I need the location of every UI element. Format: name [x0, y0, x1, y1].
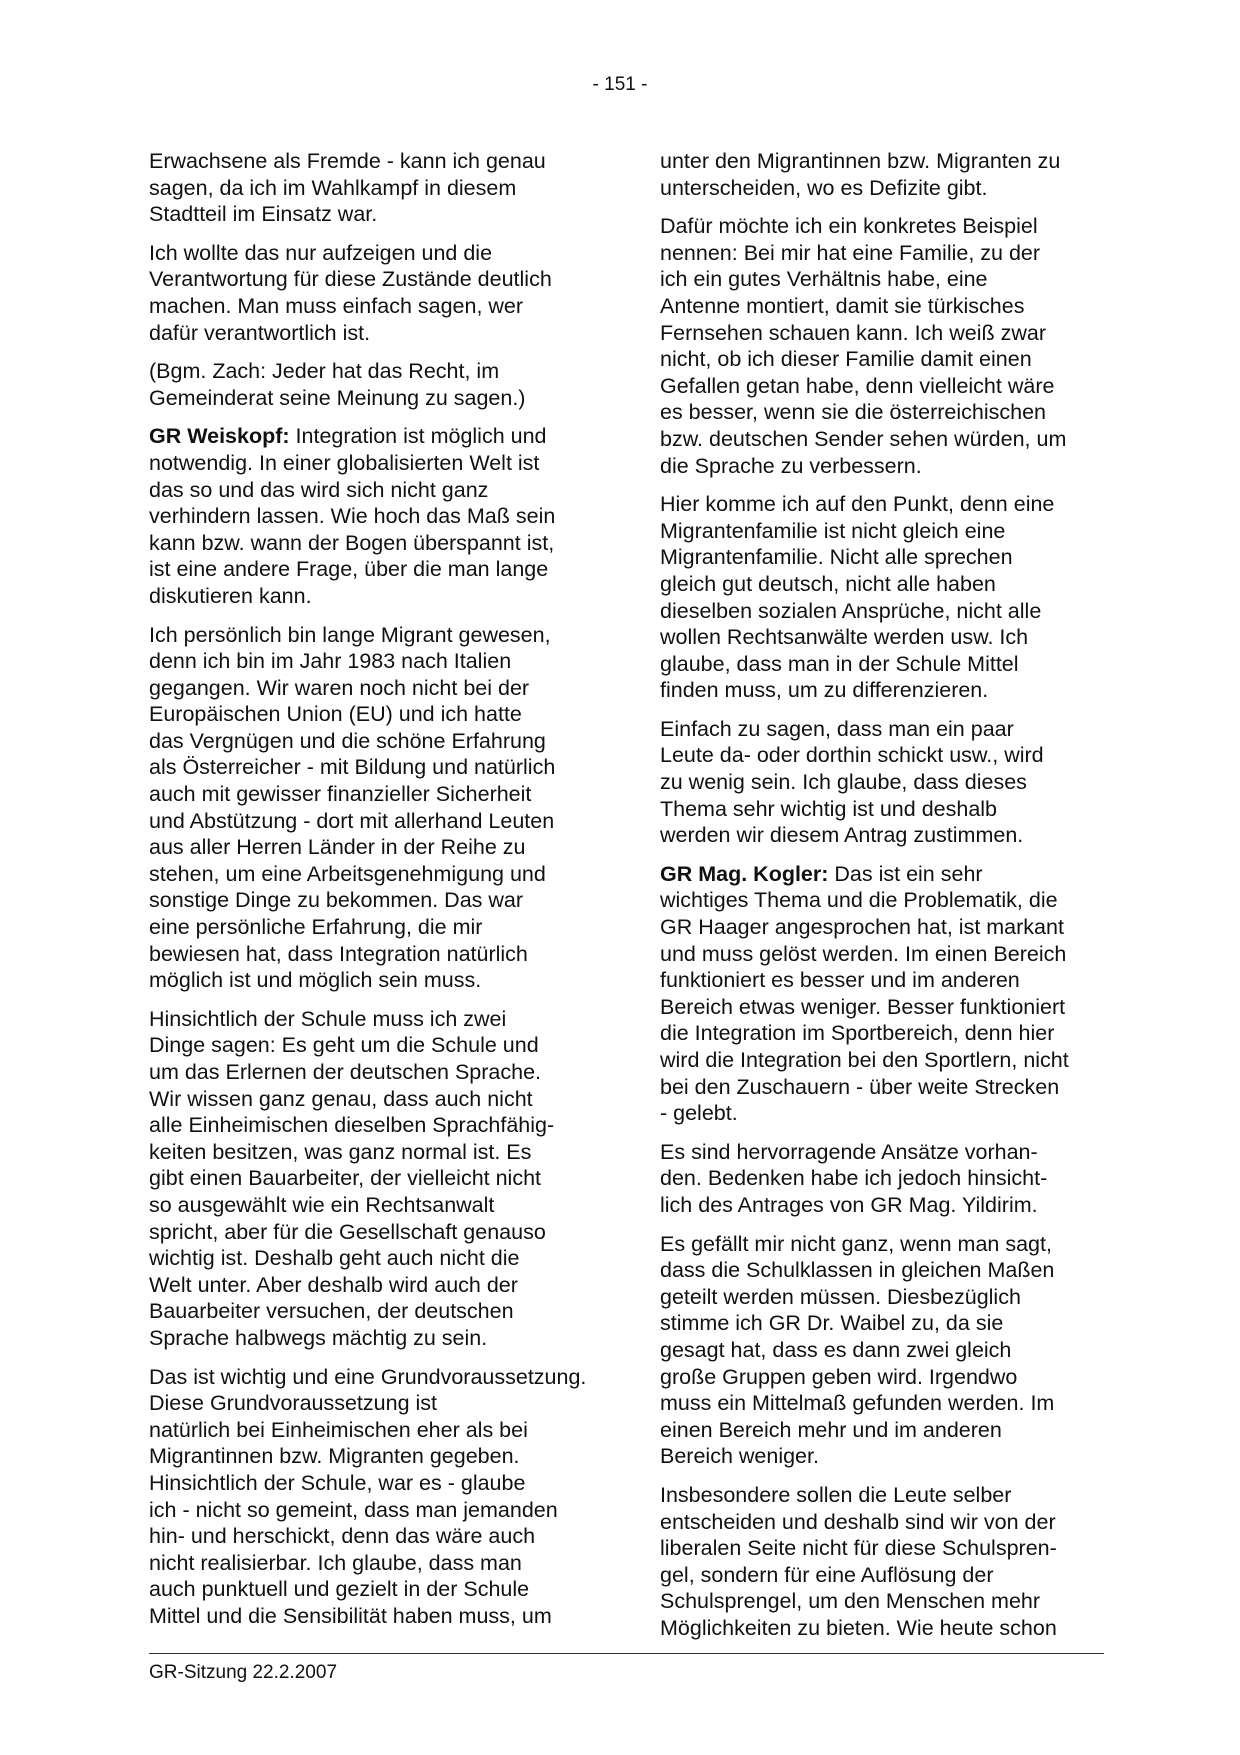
footer-text: GR-Sitzung 22.2.2007: [149, 1662, 338, 1683]
paragraph: Hier komme ich auf den Punkt, denn eine Migrantenfamilie ist nicht gleich eine Migrantenfamilie. Nicht alle sprechen gleich gut deutsch, nicht alle haben dieselben sozialen Ansprüche, nicht alle wollen Rechtsanwälte werden usw. Ich glaube, dass man in der Schule Mittel finden muss, um zu differenzieren.: [660, 492, 1055, 703]
page-number: - 151 -: [592, 74, 648, 95]
paragraph: unter den Migrantinnen bzw. Migranten zu unterscheiden, wo es Defizite gibt.: [660, 149, 1061, 200]
paragraph: Ich persönlich bin lange Migrant gewesen, denn ich bin im Jahr 1983 nach Italien gegangen. Wir waren noch nicht bei der Europäischen Union (EU) und ich hatte das Vergnügen und die schöne Erfahrung als Österreicher - mit Bildung und natürlich auch mit gewisser finanzieller Sicherheit und Abstützung - dort mit allerhand Leuten aus aller Herren Länder in der Reihe zu stehen, um eine Arbeitsgenehmigung und sonstige Dinge zu bekommen. Das war eine persönliche Erfahrung, die mir bewiesen hat, dass Integration natürlich möglich ist und möglich sein muss.: [149, 622, 556, 993]
paragraph: Einfach zu sagen, dass man ein paar Leute da- oder dorthin schickt usw., wird zu wenig sein. Ich glaube, dass dieses Thema sehr wichtig ist und deshalb werden wir diesem Antrag zustimmen.: [660, 716, 1044, 848]
paragraph: Es sind hervorragende Ansätze vorhan- den. Bedenken habe ich jedoch hinsicht- lich des Antrages von GR Mag. Yildirim.: [660, 1139, 1048, 1217]
paragraph: Ich wollte das nur aufzeigen und die Verantwortung für diese Zustände deutlich machen. Man muss einfach sagen, wer dafür verantwortlich ist.: [149, 240, 552, 345]
paragraph: Es gefällt mir nicht ganz, wenn man sagt, dass die Schulklassen in gleichen Maßen geteilt werden müssen. Diesbezüglich stimme ich GR Dr. Waibel zu, da sie gesagt hat, dass es dann zwei gleich große Gruppen geben wird. Irgendwo muss ein Mittelmaß gefunden werden. Im einen Bereich mehr und im anderen Bereich weniger.: [660, 1231, 1055, 1469]
left-column: [149, 148, 593, 1641]
paragraph: Das ist wichtig und eine Grundvoraussetzung. Diese Grundvoraussetzung ist natürlich bei Einheimischen eher als bei Migrantinnen bzw. Migranten gegeben. Hinsichtlich der Schule, war es - glaube ich - nicht so gemeint, dass man jemanden hin- und herschickt, denn das wäre auch nicht realisierbar. Ich glaube, dass man auch punktuell und gezielt in der Schule Mittel und die Sensibilität haben muss, um: [149, 1364, 587, 1628]
paragraph: Dafür möchte ich ein konkretes Beispiel nennen: Bei mir hat eine Familie, zu der ich ein gutes Verhältnis habe, eine Antenne montiert, damit sie türkisches Fernsehen schauen kann. Ich weiß zwar nicht, ob ich dieser Familie damit einen Gefallen getan habe, denn vielleicht wäre es besser, wenn sie die österreichischen bzw. deutschen Sender sehen würden, um die Sprache zu verbessern.: [660, 214, 1067, 478]
right-column: [660, 148, 1104, 1653]
paragraph: Hinsichtlich der Schule muss ich zwei Dinge sagen: Es geht um die Schule und um das Erlernen der deutschen Sprache. Wir wissen ganz genau, dass auch nicht alle Einheimischen dieselben Sprachfähig- keiten besitzen, was ganz normal ist. Es gibt einen Bauarbeiter, der vielleicht nicht so ausgewählt wie ein Rechtsanwalt spricht, aber für die Gesellschaft genauso wichtig ist. Deshalb geht auch nicht die Welt unter. Aber deshalb wird auch der Bauarbeiter versuchen, der deutschen Sprache halbwegs mächtig zu sein.: [149, 1006, 555, 1350]
speech-text: Das ist ein sehr wichtiges Thema und die Problematik, die GR Haager angesprochen hat, ist markant und muss gelöst werden. Im einen Bereich funktioniert es besser und im anderen Bereich etwas weniger. Besser funktioniert die Integration im Sportbereich, denn hier wird die Integration bei den Sportlern, nicht bei den Zuschauern - über weite Strecken - gelebt.: [660, 861, 1069, 1126]
footer-divider: [149, 1653, 1104, 1654]
speaker-name: GR Mag. Kogler:: [660, 861, 829, 886]
speaker-paragraph: [149, 423, 593, 609]
speech-text: Integration ist möglich und notwendig. In einer globalisierten Welt ist das so und das wird sich nicht ganz verhindern lassen. Wie hoch das Maß sein kann bzw. wann der Bogen überspannt ist, ist eine andere Frage, über die man lange diskutieren kann.: [149, 424, 556, 608]
paragraph: Erwachsene als Fremde - kann ich genau sagen, da ich im Wahlkampf in diesem Stadtteil im Einsatz war.: [149, 149, 546, 227]
speaker-name: GR Weiskopf:: [149, 424, 290, 449]
speaker-paragraph: [660, 861, 1104, 1127]
interjection-paragraph: (Bgm. Zach: Jeder hat das Recht, im Gemeinderat seine Meinung zu sagen.): [149, 359, 526, 410]
paragraph: Insbesondere sollen die Leute selber entscheiden und deshalb sind wir von der liberalen Seite nicht für diese Schulspren- gel, sondern für eine Auflösung der Schulsprengel, um den Menschen mehr Möglichkeiten zu bieten. Wie heute schon: [660, 1482, 1057, 1640]
